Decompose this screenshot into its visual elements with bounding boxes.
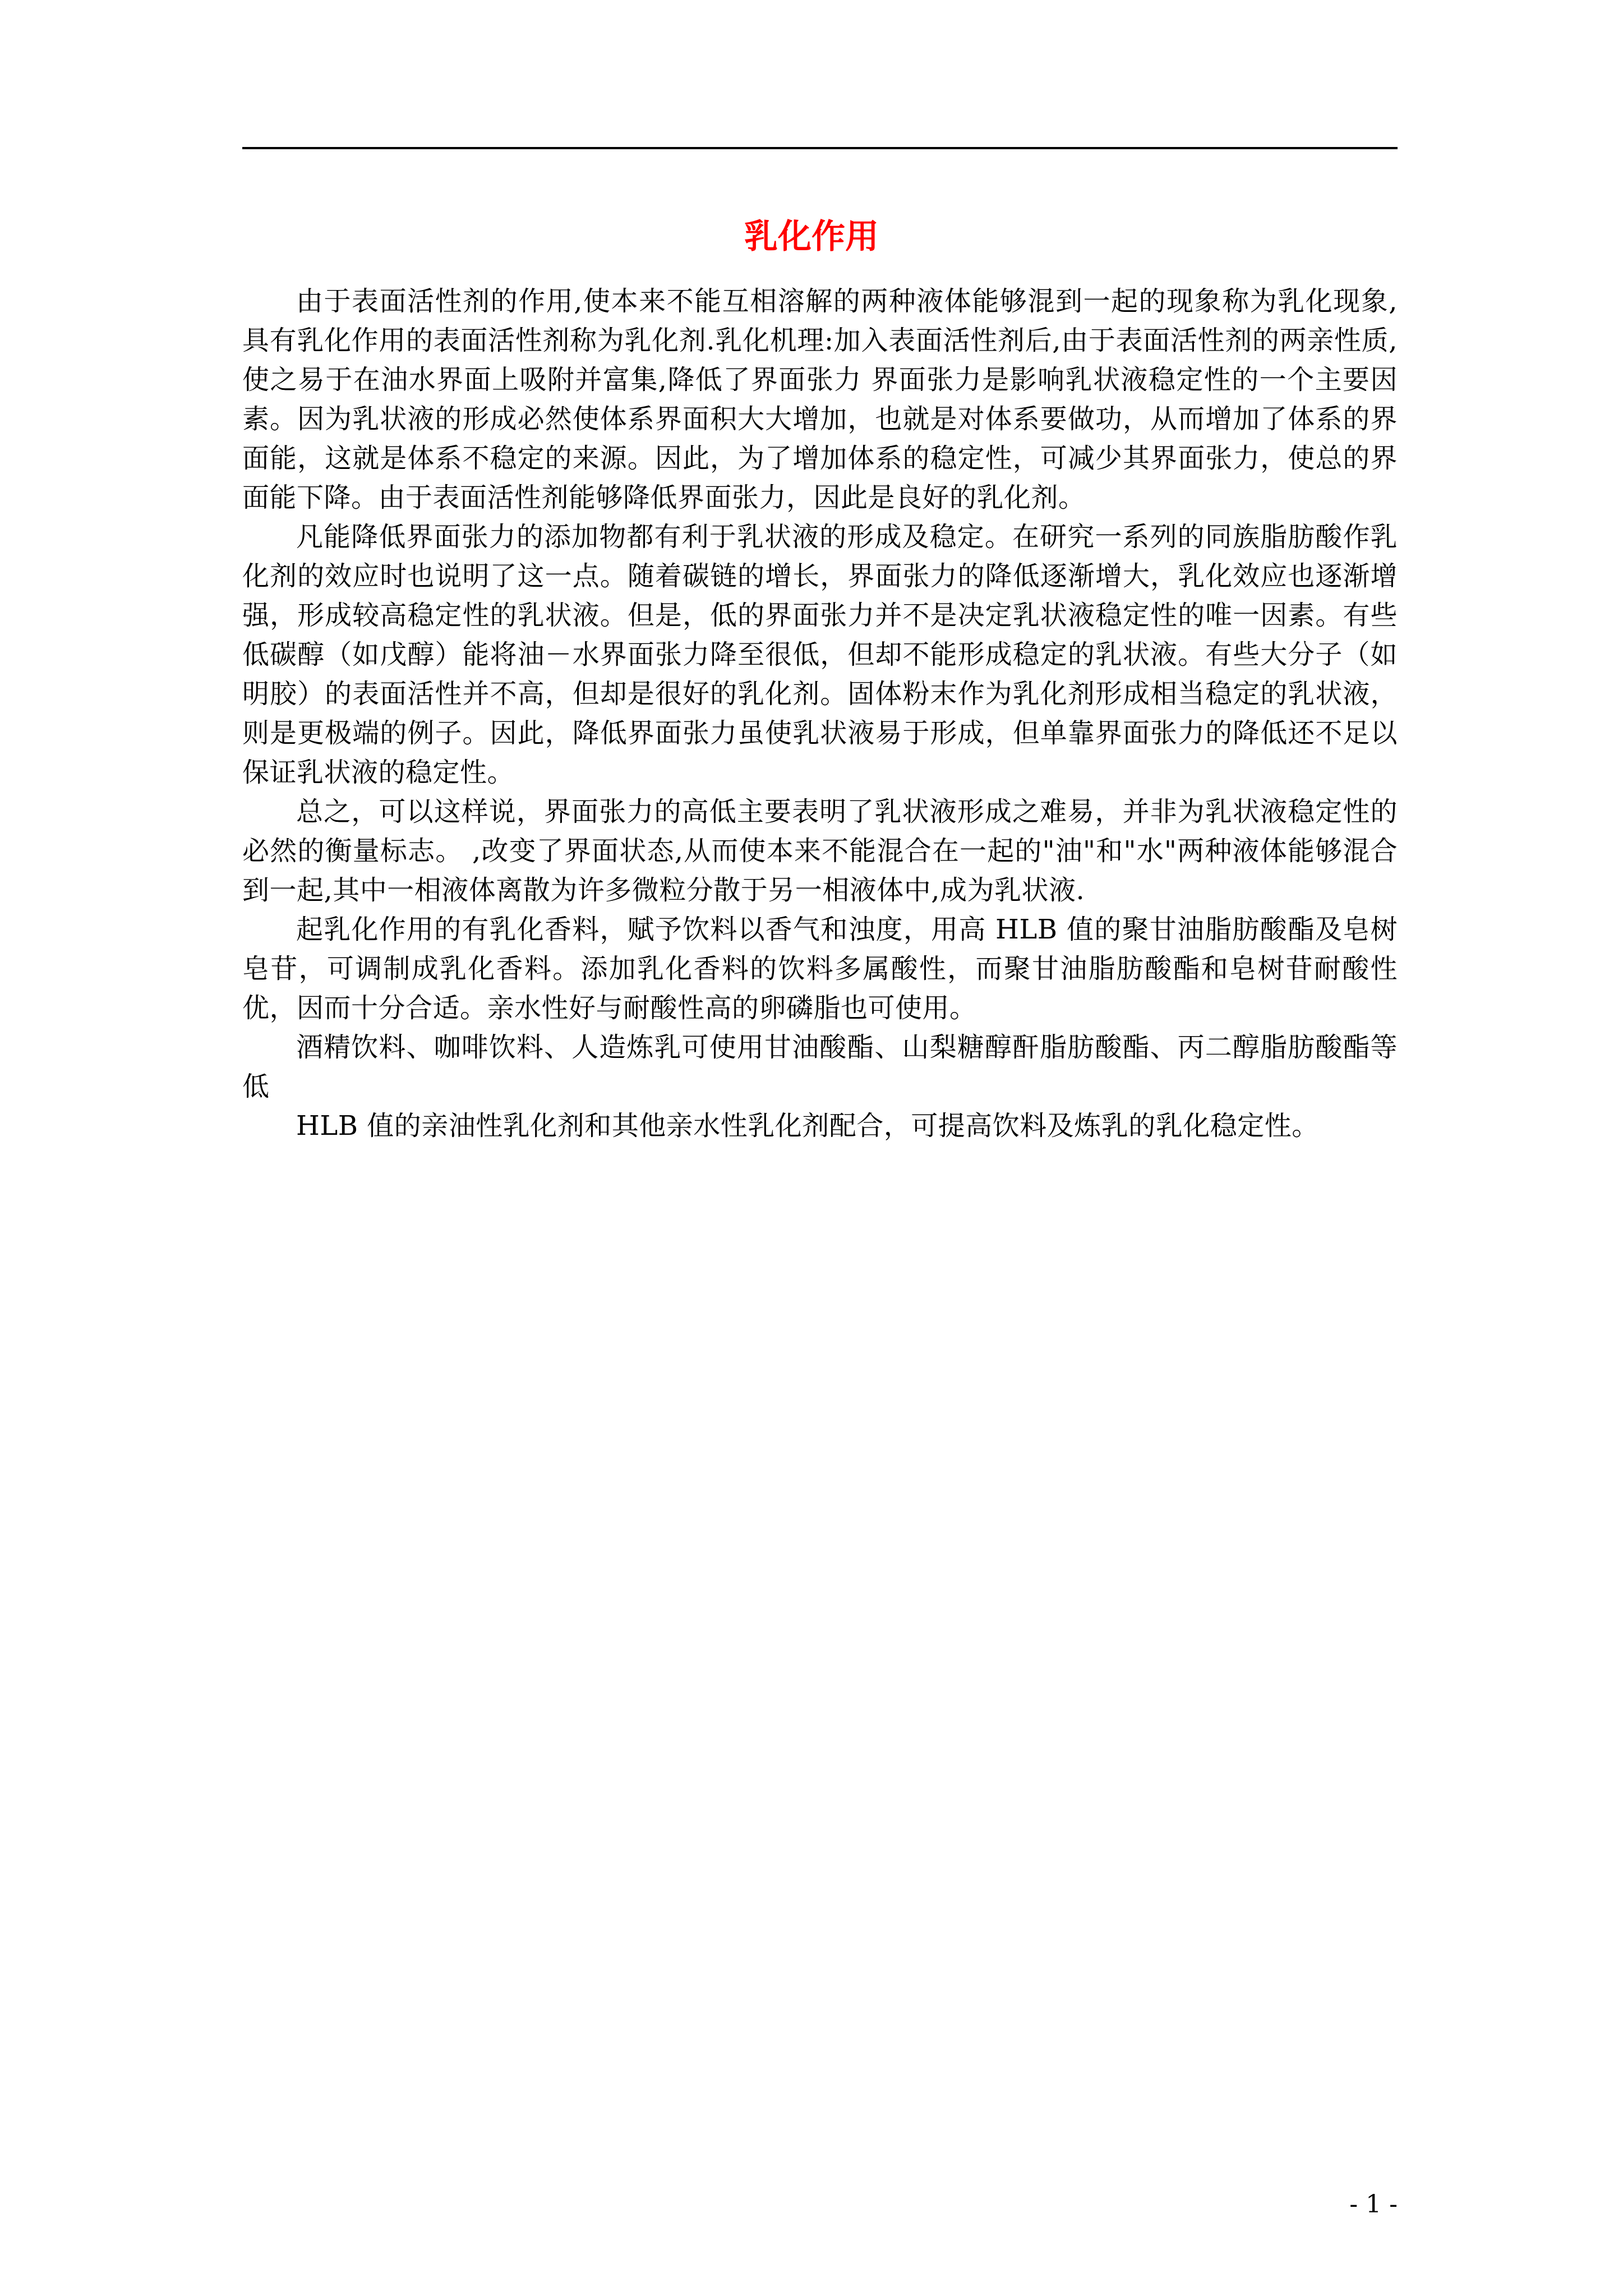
- document-body: [242, 282, 1398, 1145]
- document-title: 乳化作用: [744, 217, 879, 256]
- paragraph-1: 由于表面活性剂的作用,使本来不能互相溶解的两种液体能够混到一起的现象称为乳化现象,具有乳化作用的表面活性剂称为乳化剂.乳化机理:加入表面活性剂后,由于表面活性剂的两亲性质,使之易于在油水界面上吸附并富集,降低了界面张力 界面张力是影响乳状液稳定性的一个主要因素。因为乳状液的形成必然使体系界面积大大增加，也就是对体系要做功，从而增加了体系的界面能，这就是体系不稳定的来源。因此，为了增加体系的稳定性，可减少其界面张力，使总的界面能下降。由于表面活性剂能够降低界面张力，因此是良好的乳化剂。: [242, 286, 1398, 513]
- header-rule: [242, 147, 1398, 149]
- paragraph-2: 凡能降低界面张力的添加物都有利于乳状液的形成及稳定。在研究一系列的同族脂肪酸作乳化剂的效应时也说明了这一点。随着碳链的增长，界面张力的降低逐渐增大，乳化效应也逐渐增强，形成较高稳定性的乳状液。但是，低的界面张力并不是决定乳状液稳定性的唯一因素。有些低碳醇（如戊醇）能将油－水界面张力降至很低，但却不能形成稳定的乳状液。有些大分子（如明胶）的表面活性并不高，但却是很好的乳化剂。固体粉末作为乳化剂形成相当稳定的乳状液，则是更极端的例子。因此，降低界面张力虽使乳状液易于形成，但单靠界面张力的降低还不足以保证乳状液的稳定性。: [242, 521, 1398, 788]
- page-number: - 1 -: [1349, 2190, 1398, 2219]
- paragraph-5: 酒精饮料、咖啡饮料、人造炼乳可使用甘油酸酯、山梨糖醇酐脂肪酸酯、丙二醇脂肪酸酯等低: [242, 1032, 1398, 1102]
- paragraph-4: 起乳化作用的有乳化香料，赋予饮料以香气和浊度，用高 HLB 值的聚甘油脂肪酸酯及皂树皂苷，可调制成乳化香料。添加乳化香料的饮料多属酸性，而聚甘油脂肪酸酯和皂树苷耐酸性优，因而十分合适。亲水性好与耐酸性高的卵磷脂也可使用。: [242, 914, 1398, 1024]
- paragraph-3: 总之，可以这样说，界面张力的高低主要表明了乳状液形成之难易，并非为乳状液稳定性的必然的衡量标志。 ,改变了界面状态,从而使本来不能混合在一起的"油"和"水"两种液体能够混合到一起,其中一相液体离散为许多微粒分散于另一相液体中,成为乳状液.: [242, 796, 1398, 906]
- paragraph-6: HLB 值的亲油性乳化剂和其他亲水性乳化剂配合，可提高饮料及炼乳的乳化稳定性。: [296, 1110, 1319, 1142]
